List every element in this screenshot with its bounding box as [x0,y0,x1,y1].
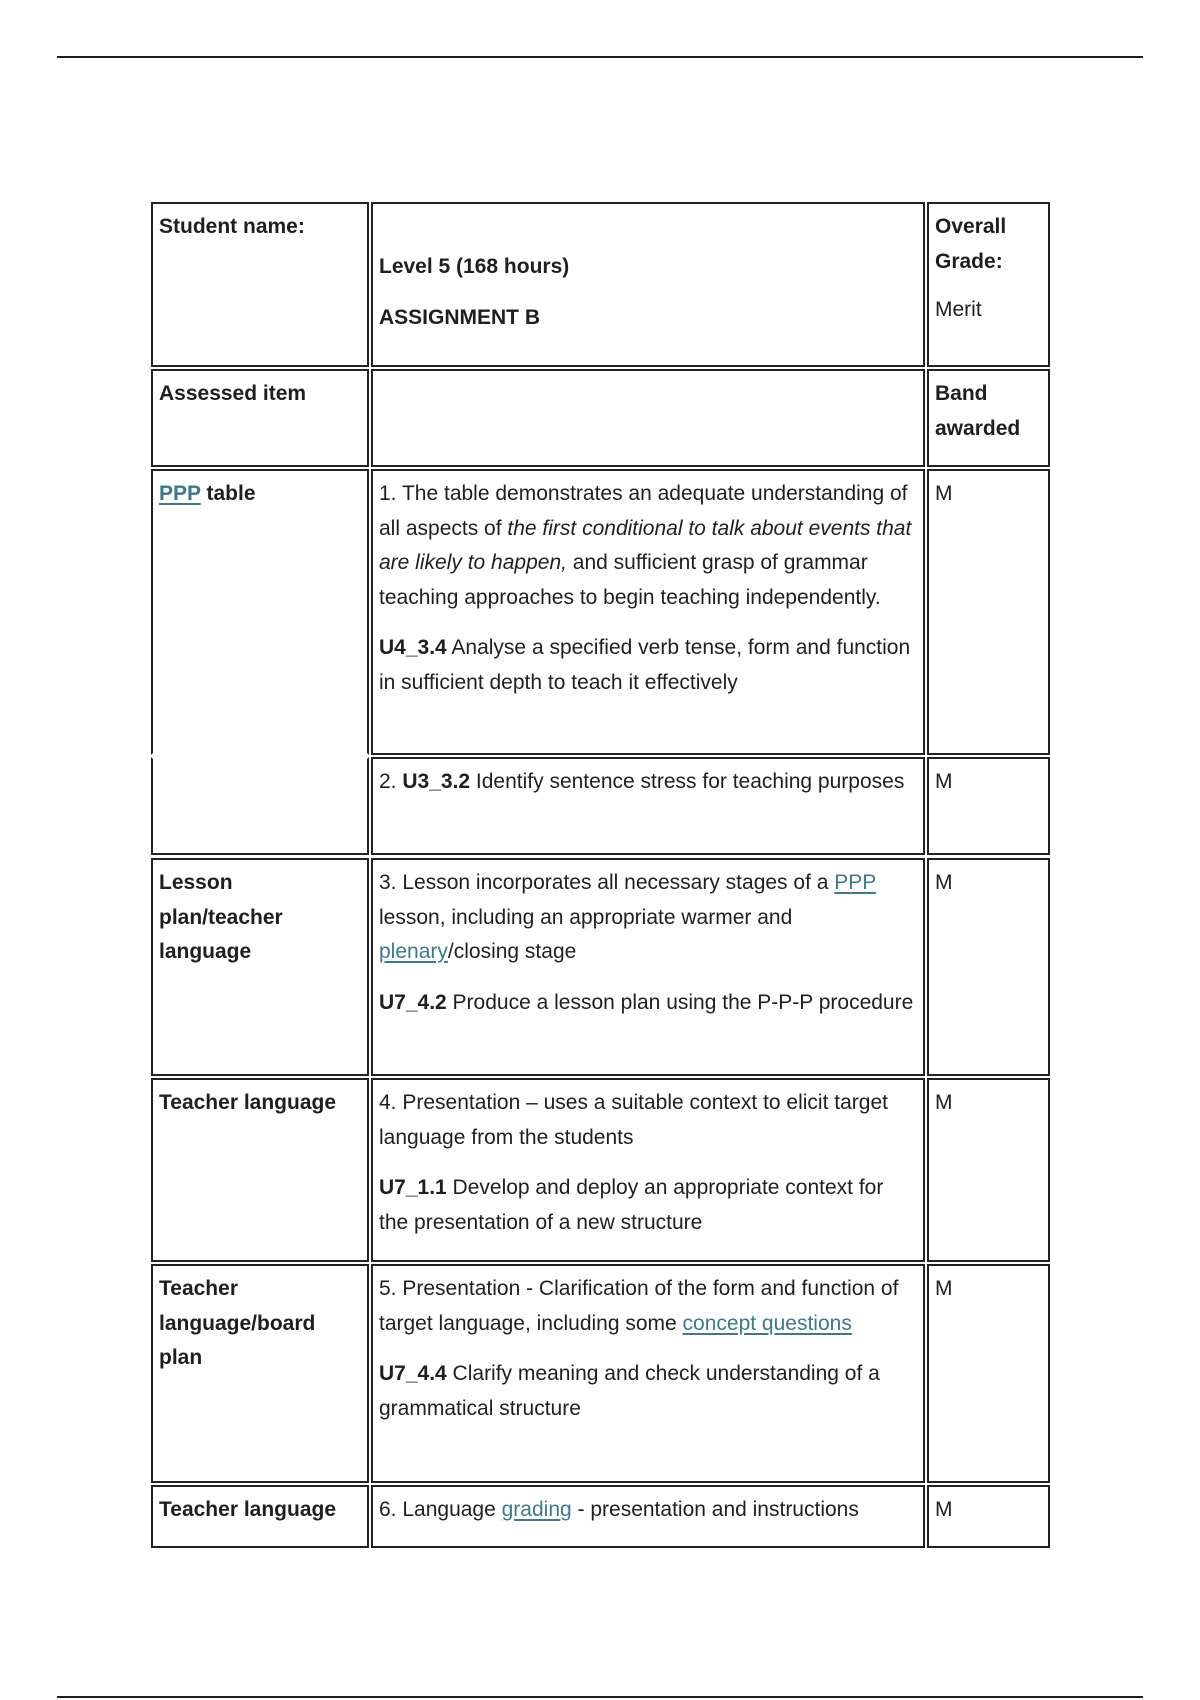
band-value: M [935,1091,953,1114]
item-cell-teacher-language-2: Teacher language [151,1485,369,1548]
overall-grade-cell [927,202,1050,367]
criteria-cell-1 [371,469,925,755]
concept-questions-link[interactable]: concept questions [682,1311,852,1335]
assessed-item-header: Assessed item [151,369,369,467]
criteria-5-code: U7_4.4 Clarify meaning and check understanding of a grammatical structure [379,1362,880,1420]
ppp-link[interactable]: PPP [834,871,876,894]
student-name-label: Student name: [159,215,305,238]
item-cell-lesson-plan: Lesson plan/teacher language [151,858,369,1076]
criteria-6-description: 6. Language grading - presentation and instructions [379,1498,859,1521]
band-value: M [935,871,953,894]
criteria-3-code: U7_4.2 Produce a lesson plan using the P-P-P procedure [379,990,914,1014]
criteria-5-description: 5. Presentation - Clarification of the form and function of target language, including some concept questions [379,1277,899,1335]
overall-grade-label: Overall Grade: [935,215,1007,273]
plenary-link[interactable]: plenary [379,940,448,963]
criteria-1-description: 1. The table demonstrates an adequate understanding of all aspects of the first conditional to talk about events that are likely to happen, and sufficient grasp of grammar teaching approaches to begin teaching independently. [379,482,912,609]
student-name-cell [151,202,369,367]
criteria-2-code: 2. U3_3.2 Identify sentence stress for teaching purposes [379,770,905,793]
criteria-cell-6 [371,1485,925,1548]
assignment-cell [371,202,925,367]
ppp-link[interactable]: PPP [159,482,201,505]
criteria-cell-2 [371,757,925,855]
item-cell-continued [151,757,369,855]
criteria-cell-3 [371,858,925,1076]
criteria-1-code: U4_3.4 Analyse a specified verb tense, form and function in sufficient depth to teach it effectively [379,636,911,694]
band-value: M [935,1498,953,1521]
item-cell-teacher-language: Teacher language [151,1078,369,1262]
criteria-cell-5 [371,1264,925,1483]
band-cell-2 [927,757,1050,855]
bottom-rule [57,1696,1143,1698]
top-rule [57,56,1143,58]
overall-grade-value: Merit [935,298,982,321]
assignment-title: ASSIGNMENT B [379,305,541,329]
item-cell-ppp-table: PPP table [151,469,369,755]
criteria-cell-4 [371,1078,925,1262]
band-awarded-header: Band awarded [927,369,1050,467]
band-cell-5 [927,1264,1050,1483]
band-cell-6 [927,1485,1050,1548]
band-value: M [935,482,953,505]
criteria-4-code: U7_1.1 Develop and deploy an appropriate context for the presentation of a new structure [379,1176,884,1234]
grading-link[interactable]: grading [501,1498,572,1521]
criteria-3-description: 3. Lesson incorporates all necessary stages of a PPP lesson, including an appropriate warmer and plenary/closing stage [379,871,876,963]
band-cell-3 [927,858,1050,1076]
band-value: M [935,1277,953,1300]
criteria-4-description: 4. Presentation – uses a suitable context to elicit target language from the students [379,1091,888,1149]
item-cell-board-plan: Teacher language/board plan [151,1264,369,1483]
band-cell-4 [927,1078,1050,1262]
criteria-header [371,369,925,467]
band-value: M [935,770,953,793]
level-text: Level 5 (168 hours) [379,255,570,278]
band-cell-1 [927,469,1050,755]
